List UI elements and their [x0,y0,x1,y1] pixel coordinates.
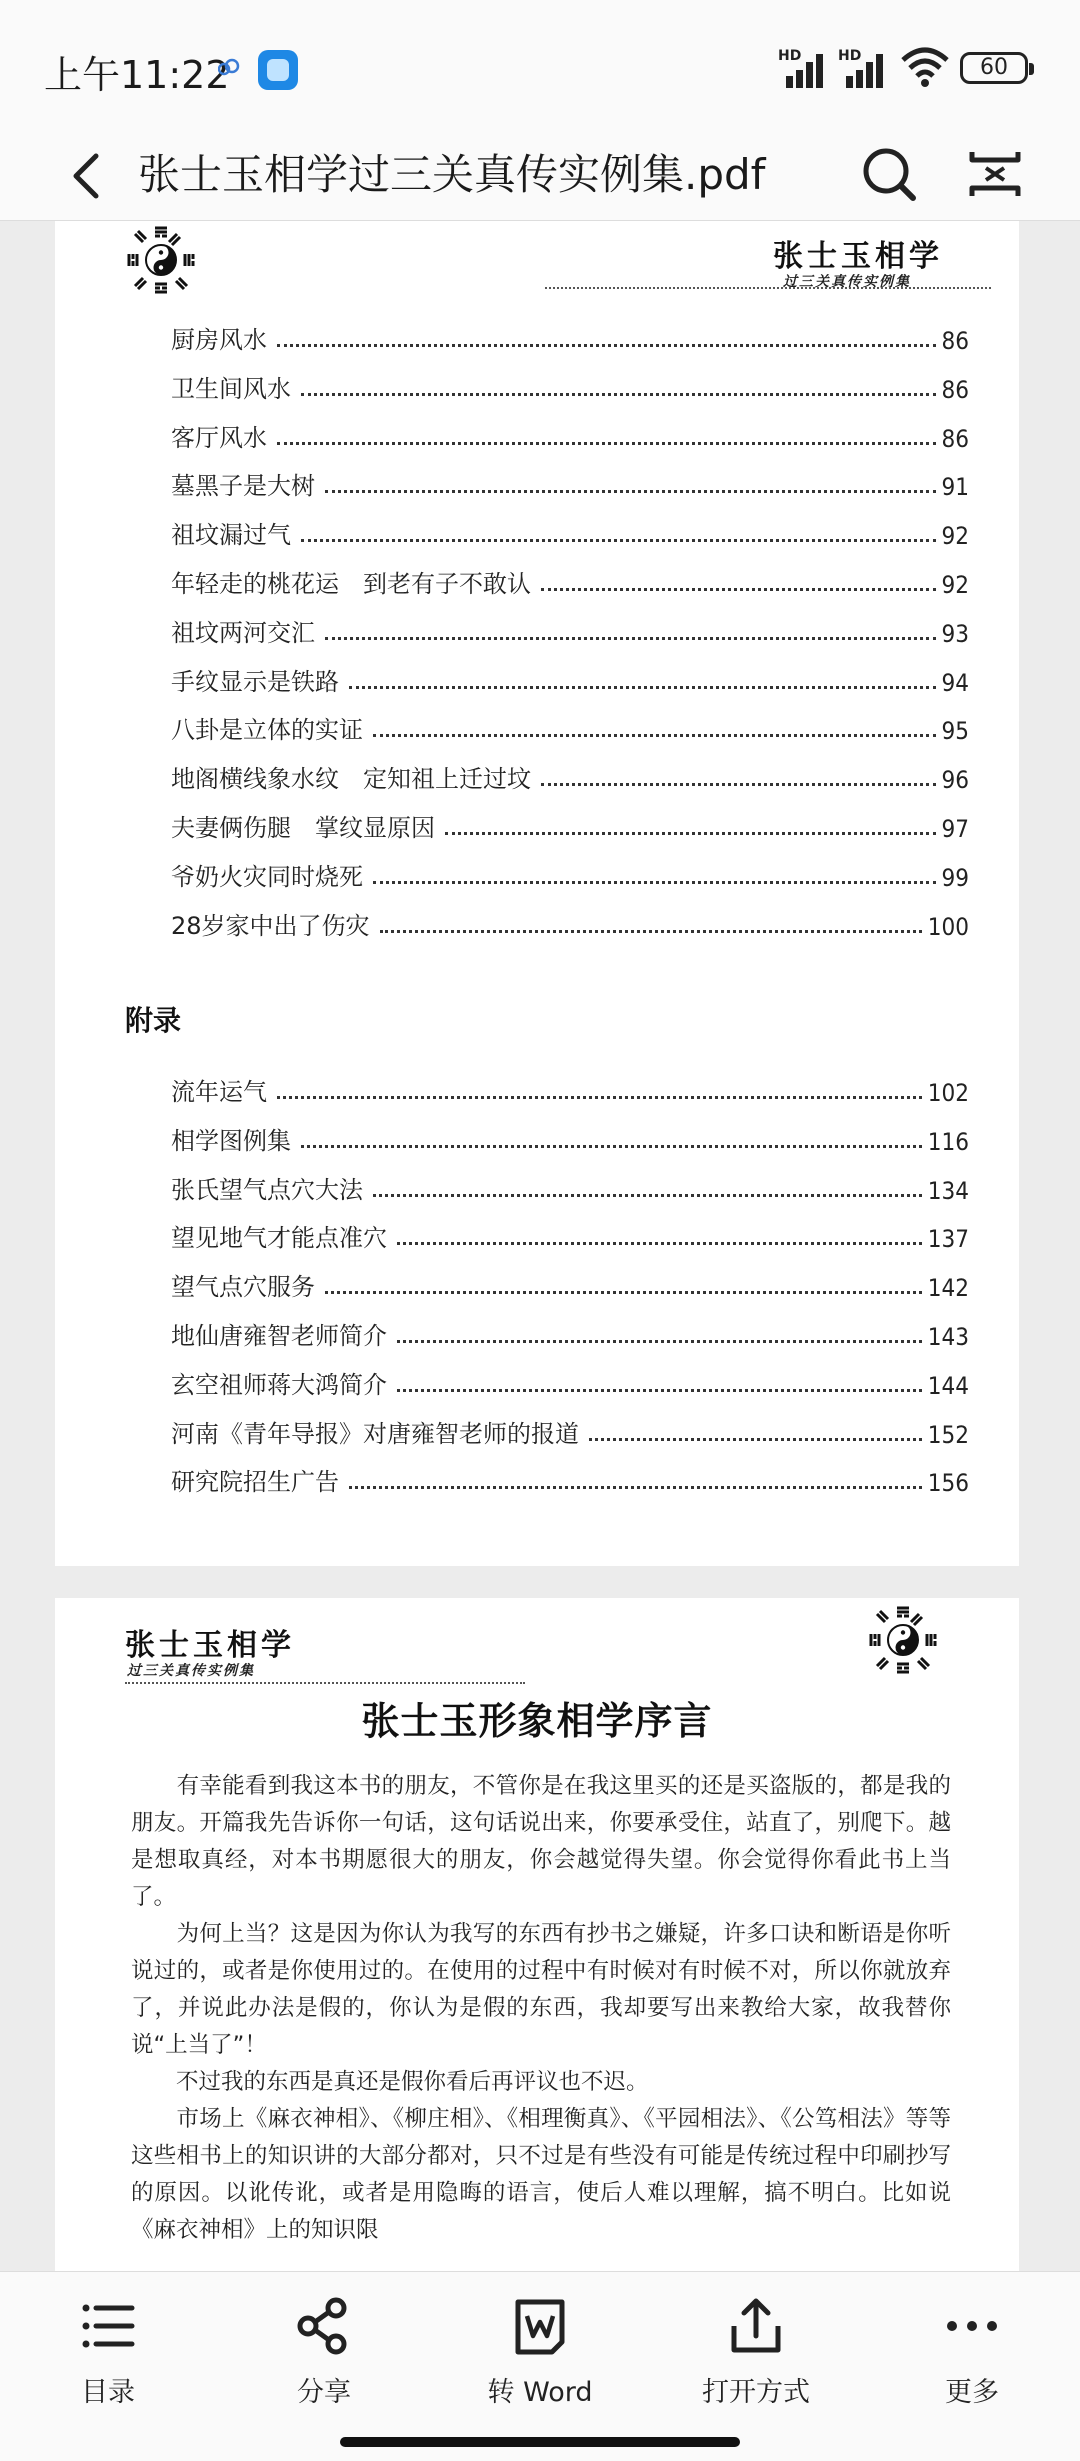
toc-leader-dots [325,1291,922,1294]
top-app-bar [0,130,1080,221]
toc-entry[interactable] [171,364,969,404]
toc-entry-page: 144 [927,1371,969,1400]
status-bar [0,0,1080,130]
book-header-subtitle: 过三关真传实例集 [783,274,911,290]
toc-leader-dots [589,1438,922,1441]
wifi-icon [900,46,950,88]
cloud-sync-icon [218,58,242,76]
toc-entry-title: 墓黑子是大树 [171,472,315,501]
toc-entry-page: 92 [941,571,969,599]
toc-entry[interactable] [171,1457,969,1497]
book-header-title: 张士玉相学 [125,1628,295,1663]
toc-entry[interactable] [171,705,969,745]
toc-entry-title: 地仙唐雍智老师简介 [171,1322,387,1350]
toc-entry-page: 97 [941,815,969,843]
share-label: 分享 [297,2377,351,2408]
toc-entry-title: 夫妻俩伤腿 掌纹显原因 [171,814,435,842]
toc-entry-page: 96 [941,766,969,795]
toc-leader-dots [373,734,936,737]
toc-entry-page: 156 [927,1469,969,1498]
toc-leader-dots [349,686,936,689]
toc-entry[interactable] [171,413,969,453]
open-with-button[interactable] [686,2296,826,2406]
bagua-logo-icon [125,224,197,296]
convert-word-label: 转 Word [487,2377,593,2408]
toc-entry-page: 92 [941,522,969,551]
signal-1-label: HD [778,48,802,64]
toc-entry-title: 年轻走的桃花运 到老有子不敢认 [171,570,531,598]
toc-leader-dots [301,1145,922,1148]
toc-entry-page: 137 [927,1225,969,1254]
preface-paragraph: 有幸能看到我这本书的朋友，不管你是在我这里买的还是买盗版的，都是我的朋友。开篇我先告诉你一句话，这句话说出来，你要承受住，站直了，别爬下。越是想取真经，对本书期愿很大的朋友，你会越觉得失望。你会觉得你看此书上当了。 [131,1773,951,1910]
toc-leader-dots [301,393,936,396]
toc-entry-page: 100 [927,912,969,941]
search-button[interactable] [855,138,925,210]
toc-entry-title: 28岁家中出了伤灾 [171,911,370,940]
toc-entry[interactable] [171,754,969,794]
toc-entry-page: 93 [941,619,969,648]
bottom-toolbar [0,2271,1080,2461]
app-notification-icon [258,50,298,90]
toc-entry[interactable] [171,1262,969,1302]
toc-entry[interactable] [171,1116,969,1156]
toc-entry-title: 地阁横线象水纹 定知祖上迁过坟 [171,765,531,794]
toc-leader-dots [277,344,936,347]
preface-paragraph: 市场上《麻衣神相》、《柳庄相》、《相理衡真》、《平园相法》、《公笃相法》等等这些相书上的知识讲的大部分都对，只不过是有些没有可能是传统过程中印刷抄写的原因。以讹传讹，或者是用隐晦的语言，使后人难以理解，搞不明白。比如说《麻衣神相》上的知识限 [131,2106,951,2243]
fit-width-icon [960,138,1030,210]
toc-entry-page: 94 [941,668,969,697]
toc-entry-title: 玄空祖师蒋大鸿简介 [171,1370,387,1399]
toc-entry-page: 91 [941,473,969,502]
toc-entry-page: 143 [927,1323,969,1351]
share-button[interactable] [254,2296,394,2406]
toc-entry-page: 99 [941,863,969,892]
cellular-signal-1-icon [778,48,826,88]
share-icon [294,2296,354,2356]
book-header-title: 张士玉相学 [773,239,943,274]
toc-entry-page: 152 [927,1420,969,1449]
toc-entry-title: 八卦是立体的实证 [171,716,363,745]
toc-entry-title: 相学图例集 [171,1126,291,1155]
signal-2-label: HD [838,48,862,64]
status-time: 上午11:22 [44,53,230,97]
toc-entry-title: 流年运气 [171,1078,267,1106]
book-header-subtitle: 过三关真传实例集 [127,1663,255,1679]
document-title: 张士玉相学过三关真传实例集.pdf [138,150,766,199]
toc-entry[interactable] [171,1311,969,1351]
toc-entry-page: 134 [927,1176,969,1205]
pdf-page-1 [55,221,1019,1566]
toc-leader-dots [541,588,936,591]
toc-entry-title: 祖坟漏过气 [171,521,291,550]
search-icon [855,138,925,210]
more-label: 更多 [945,2377,999,2408]
toc-leader-dots [397,1340,922,1343]
header-rule [545,287,991,289]
word-doc-icon [510,2296,570,2356]
list-icon [78,2296,138,2356]
cellular-signal-2-icon [838,48,886,88]
home-indicator[interactable] [340,2437,740,2447]
toc-leader-dots [397,1389,922,1392]
convert-word-button[interactable] [470,2296,610,2406]
toc-leader-dots [373,881,936,884]
toc-entry-title: 河南《青年导报》对唐雍智老师的报道 [171,1419,579,1448]
toc-entry-page: 142 [927,1274,969,1303]
toc-entry-title: 望气点穴服务 [171,1273,315,1302]
toc-entry[interactable] [171,1409,969,1449]
toc-leader-dots [277,1096,922,1099]
toc-entry-title: 望见地气才能点准穴 [171,1224,387,1253]
toc-leader-dots [397,1242,922,1245]
toc-leader-dots [373,1194,922,1197]
toc-entry-page: 86 [941,327,969,355]
toc-entry[interactable] [171,901,969,941]
toc-entry-page: 102 [927,1079,969,1107]
preface-paragraph: 为何上当？这是因为你认为我写的东西有抄书之嫌疑，许多口诀和断语是你听说过的，或者是你使用过的。在使用的过程中有时候对有时候不对，所以你就放弃了，并说此办法是假的，你认为是假的东西，我却要写出来教给大家，故我替你说“上当了”！ [131,1921,951,2058]
toc-entry-page: 116 [927,1127,969,1156]
toc-entry[interactable] [171,1213,969,1253]
toc-entry-title: 客厅风水 [171,423,267,452]
pdf-viewer[interactable] [0,221,1080,2271]
preface-title: 张士玉形象相学序言 [361,1699,713,1743]
toc-leader-dots [325,637,936,640]
pdf-page-2 [55,1598,1019,2271]
toc-entry-page: 86 [941,424,969,453]
toc-leader-dots [301,539,936,542]
open-with-label: 打开方式 [702,2377,810,2408]
toc-leader-dots [349,1486,922,1489]
preface-paragraph: 不过我的东西是真还是假你看后再评议也不迟。 [131,2069,649,2095]
toc-entry[interactable] [171,1165,969,1205]
toc-entry-title: 张氏望气点穴大法 [171,1175,363,1204]
toc-entry-title: 祖坟两河交汇 [171,618,315,647]
toc-entry-title: 手纹显示是铁路 [171,667,339,696]
toc-leader-dots [277,442,936,445]
toc-entry-page: 95 [941,717,969,746]
toc-entry[interactable] [171,1067,969,1107]
toc-entry-title: 厨房风水 [171,326,267,354]
toc-leader-dots [541,783,936,786]
header-rule [125,1682,525,1684]
toc-leader-dots [325,490,936,493]
battery-icon: 60 [960,52,1028,84]
toc-entry-title: 卫生间风水 [171,374,291,403]
toc-leader-dots [380,930,922,933]
toc-entry[interactable] [171,852,969,892]
appendix-heading: 附录 [125,1004,182,1037]
toc-entry-title: 爷奶火灾同时烧死 [171,862,363,891]
toc-entry-title: 研究院招生广告 [171,1468,339,1497]
back-button[interactable] [58,140,118,210]
toc-entry[interactable] [171,657,969,697]
toc-entry-page: 86 [941,375,969,404]
bagua-logo-icon [867,1604,939,1676]
more-button[interactable] [902,2296,1042,2406]
toc-entry[interactable] [171,315,969,355]
toc-entry[interactable] [171,510,969,550]
fit-width-button[interactable] [960,138,1030,210]
more-dots-icon [942,2296,1002,2356]
toc-button[interactable] [38,2296,178,2406]
toc-leader-dots [445,832,936,835]
toc-label: 目录 [81,2377,135,2408]
toc-entry[interactable] [171,608,969,648]
toc-entry[interactable] [171,559,969,599]
toc-entry[interactable] [171,1360,969,1400]
open-with-icon [726,2296,786,2356]
toc-entry[interactable] [171,461,969,501]
toc-entry[interactable] [171,803,969,843]
back-arrow-icon [58,140,118,210]
